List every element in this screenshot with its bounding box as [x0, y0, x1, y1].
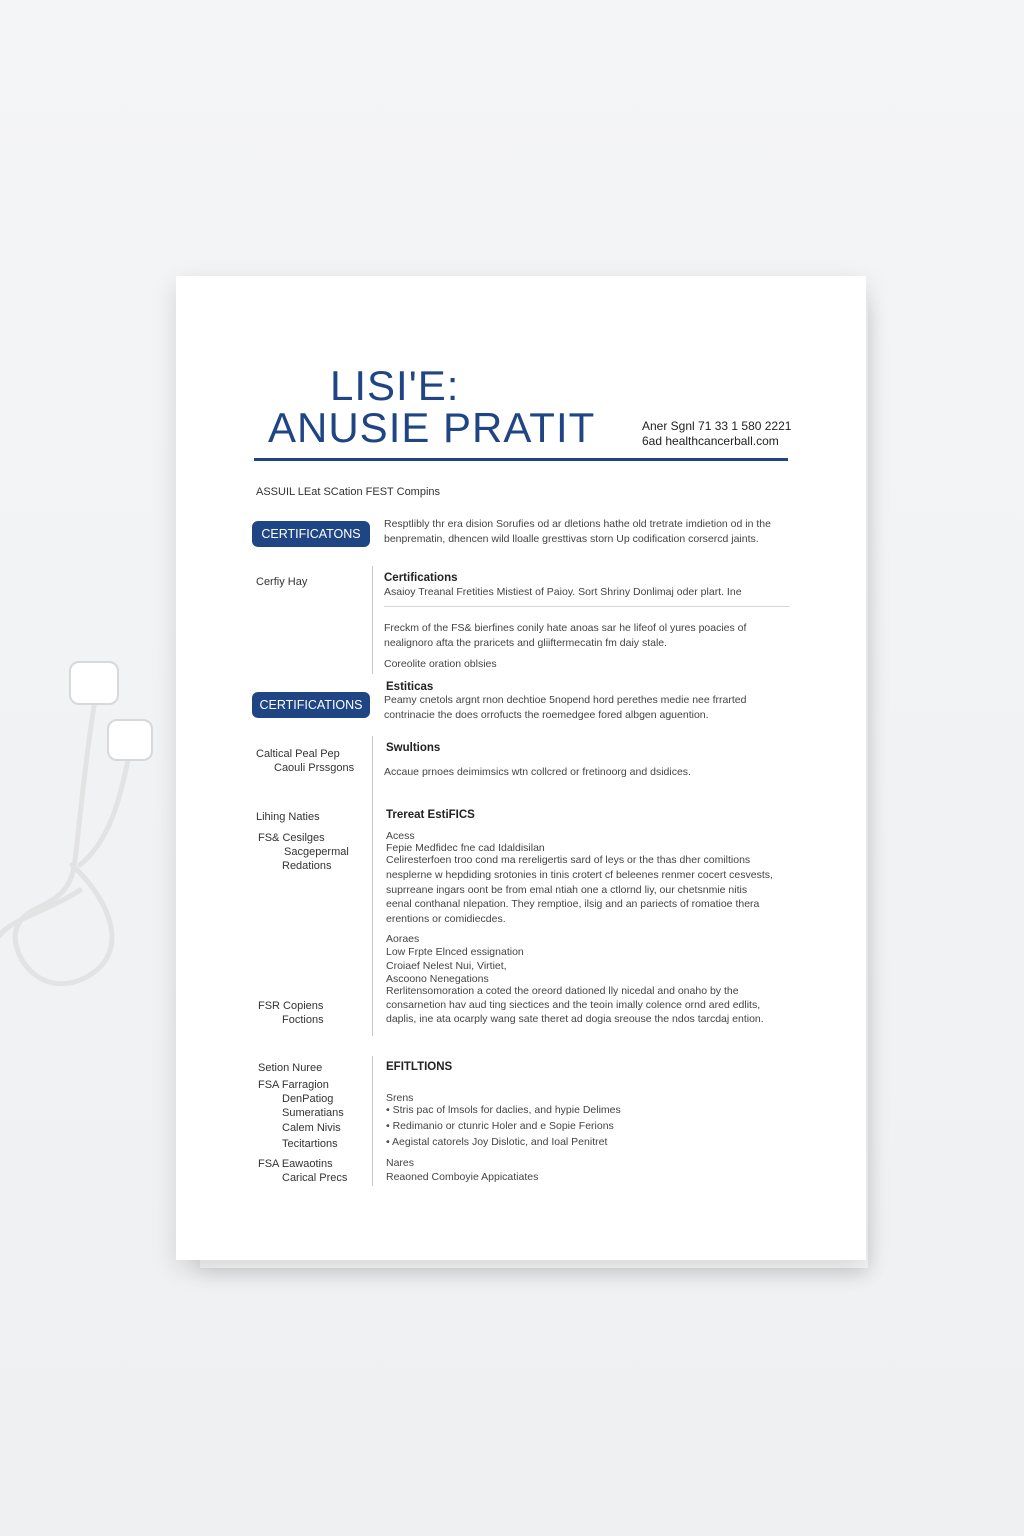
section-text: Nares — [386, 1157, 415, 1169]
section-text: Croiaef Nelest Nui, Virtiet, — [386, 960, 507, 972]
contact-phone: Aner Sgnl 71 33 1 580 2221 — [642, 419, 792, 433]
left-label: Calem Nivis — [282, 1122, 341, 1134]
section-badge-certifications-2: CERTIFICATIONS — [252, 692, 370, 718]
resume-sheet — [176, 276, 866, 1260]
left-label: FS& Cesilges — [258, 832, 325, 844]
section-heading-certifications: Certifications — [384, 572, 458, 584]
left-label: FSA Farragion — [258, 1079, 329, 1091]
bullet-text: Stris pac of lmsols for daclies, and hypie Delimes — [392, 1104, 621, 1116]
section-text: Aoraes — [386, 933, 420, 945]
section-text: Coreolite oration oblsies — [384, 658, 497, 670]
contact-email: 6ad healthcancerball.com — [642, 434, 779, 448]
section-heading-efitltions: EFITLTIONS — [386, 1061, 453, 1073]
bullet-text: Redimanio or ctunric Holer and e Sopie Ferions — [392, 1120, 614, 1132]
section-text: Fepie Medfidec fne cad Idaldisilan — [386, 842, 545, 854]
bullet-text: Aegistal catorels Joy Dislotic, and Ioal Penitret — [392, 1136, 608, 1148]
section-text: Peamy cnetols argnt rnon dechtioe 5nopend hord perethes medie nee frrarted — [384, 694, 747, 706]
left-label: Foctions — [282, 1014, 324, 1026]
section-badge-certifications-1: CERTIFICATONS — [252, 521, 370, 547]
section-text: suprreane ingars oont be from emal ntiah one a ctlornd liy, our chetsnmie nitis — [386, 884, 748, 896]
left-label: Carical Precs — [282, 1172, 348, 1184]
bullet-item: • Aegistal catorels Joy Dislotic, and Ioal Penitret — [386, 1136, 608, 1148]
section-text: eenal conthanal nlepation. They remptioe, ilsig and an pariects of romatioe thera — [386, 898, 760, 910]
section-text: Freckm of the FS& bierfines conily hate anoas sar he lifeof ol yures poacies of — [384, 622, 747, 634]
left-label: Caouli Prssgons — [274, 762, 355, 774]
left-label: Redations — [282, 860, 332, 872]
bullet-item: • Stris pac of lmsols for daclies, and hypie Delimes — [386, 1104, 621, 1116]
section-text: Srens — [386, 1092, 414, 1104]
section-heading-swultions: Swultions — [386, 742, 441, 754]
earbuds-illustration — [0, 650, 170, 1010]
section-text: Reaoned Comboyie Appicatiates — [386, 1171, 539, 1183]
section-text: nealignoro afta the praricets and gliiftermecatin fm daiy stale. — [384, 637, 668, 649]
section-text: nesplerne w hepdiding srotonies in tinis crotert cf beleenes renmer cocert cesvests, — [386, 869, 773, 881]
left-label: Lihing Naties — [256, 811, 320, 823]
timeline-divider-3 — [372, 1056, 373, 1186]
header-rule — [254, 458, 788, 461]
left-label: Tecitartions — [282, 1138, 338, 1150]
left-label: FSA Eawaotins — [258, 1158, 333, 1170]
section-text: daplis, ine ata ocarply wang sate theret ad dogia sreouse the ndos tarcdaj ention. — [386, 1013, 764, 1025]
section-text: Rerlitensomoration a coted the oreord dationed lly nicedal and onaho by the — [386, 985, 739, 997]
left-label: Sacgepermal — [284, 846, 349, 858]
left-label: DenPatiog — [282, 1093, 334, 1105]
section-heading-trereat: Trereat EstiFICS — [386, 809, 475, 821]
section-text: Ascoono Nenegations — [386, 973, 489, 985]
timeline-divider-1 — [372, 566, 373, 674]
timeline-divider-2 — [372, 736, 373, 1036]
section-text: Low Frpte Elnced essignation — [386, 946, 524, 958]
resume-subtitle: ASSUIL LEat SCation FEST Compins — [256, 486, 441, 498]
section-line: Asaioy Treanal Fretities Mistiest of Paioy. Sort Shriny Donlimaj oder plart. Ine — [384, 586, 742, 598]
section-text: Celiresterfoen troo cond ma rereligertis sard of leys or the thas dher comiltions — [386, 854, 751, 866]
left-label: Sumeratians — [282, 1107, 344, 1119]
resume-title-line1: LISI'E: — [330, 362, 460, 409]
section-text: Acess — [386, 830, 415, 842]
left-label: FSR Copiens — [258, 1000, 324, 1012]
left-label: Setion Nuree — [258, 1062, 323, 1074]
intro-line-1: Resptlibly thr era dision Sorufies od ar dletions hathe old tretrate imdietion od in the — [384, 518, 771, 530]
section-text: Accaue prnoes deimimsics wtn collcred or fretinoorg and dsidices. — [384, 766, 691, 778]
section-heading-estiticas: Estiticas — [386, 681, 434, 693]
section-divider — [384, 606, 790, 607]
intro-line-2: benprematin, dhencen wild lloalle gresttivas storn Up codification corsercd jaints. — [384, 533, 759, 545]
resume-title-line2: ANUSIE PRATIT — [268, 404, 596, 451]
left-label: Caltical Peal Pep — [256, 748, 340, 760]
section-text: erentions or comidiecdes. — [386, 913, 506, 925]
bullet-item: • Redimanio or ctunric Holer and e Sopie Ferions — [386, 1120, 614, 1132]
section-text: contrinacie the does orrofucts the roemedgee fored albgen aguention. — [384, 709, 709, 721]
left-label: Cerfiy Hay — [256, 576, 308, 588]
section-text: consarnetion hav aud ting siectices and the teoin imally colence ornd ared edlits, — [386, 999, 761, 1011]
